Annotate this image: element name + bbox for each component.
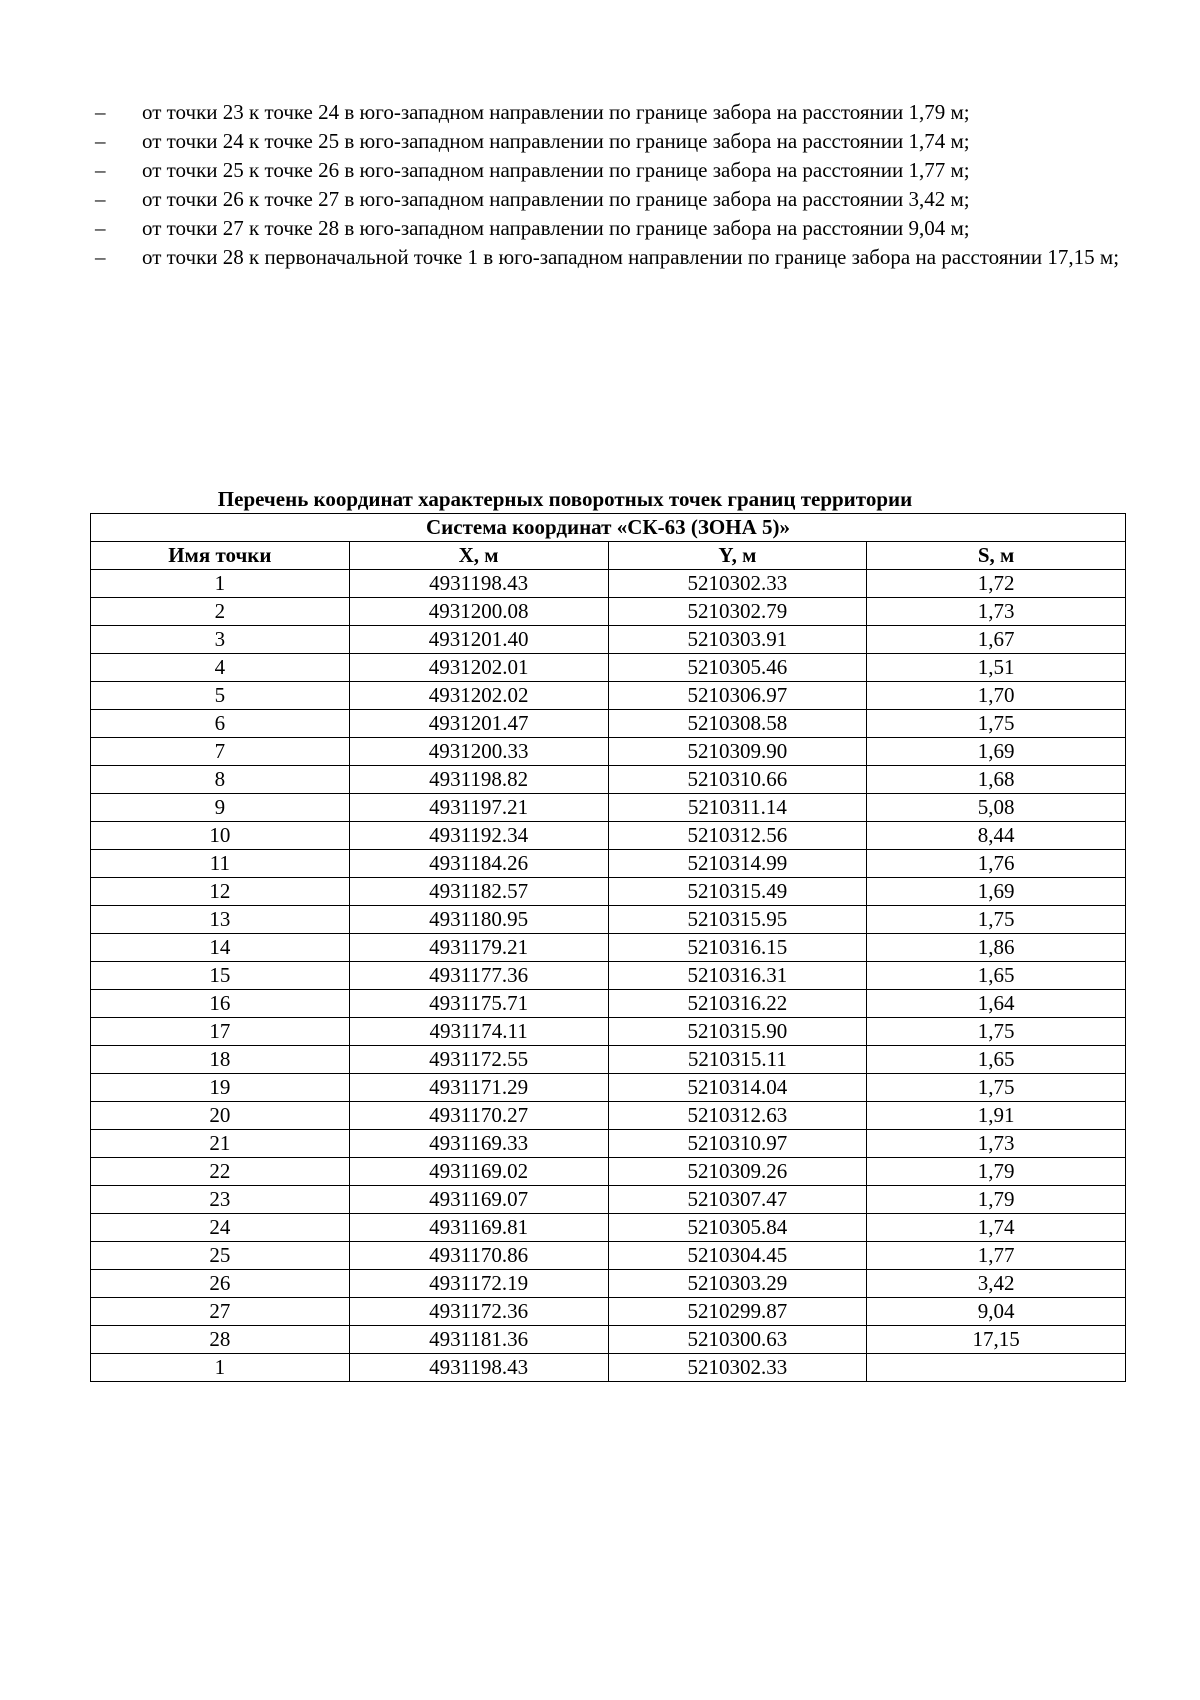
- cell-x: 4931169.33: [349, 1130, 608, 1158]
- table-row: [91, 990, 1126, 1018]
- list-bullet-dash: –: [95, 129, 106, 153]
- table-row: [91, 1018, 1126, 1046]
- cell-point-name: 1: [91, 1354, 350, 1382]
- cell-y: 5210310.66: [608, 766, 867, 794]
- cell-point-name: 21: [91, 1130, 350, 1158]
- cell-y: 5210302.33: [608, 570, 867, 598]
- list-item-text: от точки 23 к точке 24 в юго-западном направлении по границе забора на расстоянии 1,79 м;: [142, 100, 970, 124]
- cell-y: 5210316.15: [608, 934, 867, 962]
- coordinate-system-row: [91, 514, 1126, 542]
- cell-point-name: 14: [91, 934, 350, 962]
- cell-y: 5210306.97: [608, 682, 867, 710]
- cell-y: 5210309.26: [608, 1158, 867, 1186]
- cell-point-name: 10: [91, 822, 350, 850]
- cell-s: 1,70: [867, 682, 1126, 710]
- cell-point-name: 19: [91, 1074, 350, 1102]
- cell-x: 4931184.26: [349, 850, 608, 878]
- cell-s: [867, 1354, 1126, 1382]
- cell-point-name: 27: [91, 1298, 350, 1326]
- cell-point-name: 8: [91, 766, 350, 794]
- cell-x: 4931198.43: [349, 570, 608, 598]
- cell-s: 3,42: [867, 1270, 1126, 1298]
- cell-x: 4931175.71: [349, 990, 608, 1018]
- cell-y: 5210315.11: [608, 1046, 867, 1074]
- cell-s: 8,44: [867, 822, 1126, 850]
- table-row: [91, 1270, 1126, 1298]
- cell-y: 5210302.33: [608, 1354, 867, 1382]
- boundary-description-list: [95, 98, 1125, 272]
- cell-s: 1,69: [867, 738, 1126, 766]
- table-row: [91, 878, 1126, 906]
- cell-s: 1,72: [867, 570, 1126, 598]
- cell-y: 5210304.45: [608, 1242, 867, 1270]
- cell-y: 5210305.84: [608, 1214, 867, 1242]
- list-item: [95, 214, 1125, 243]
- cell-s: 1,75: [867, 1074, 1126, 1102]
- table-row: [91, 682, 1126, 710]
- cell-x: 4931202.02: [349, 682, 608, 710]
- cell-s: 1,75: [867, 1018, 1126, 1046]
- cell-point-name: 17: [91, 1018, 350, 1046]
- cell-s: 1,51: [867, 654, 1126, 682]
- cell-s: 1,75: [867, 906, 1126, 934]
- cell-y: 5210308.58: [608, 710, 867, 738]
- cell-y: 5210310.97: [608, 1130, 867, 1158]
- table-row: [91, 1186, 1126, 1214]
- cell-s: 1,79: [867, 1186, 1126, 1214]
- cell-point-name: 28: [91, 1326, 350, 1354]
- cell-x: 4931172.19: [349, 1270, 608, 1298]
- table-row: [91, 654, 1126, 682]
- cell-x: 4931192.34: [349, 822, 608, 850]
- cell-s: 1,65: [867, 1046, 1126, 1074]
- cell-s: 1,73: [867, 598, 1126, 626]
- cell-x: 4931172.55: [349, 1046, 608, 1074]
- cell-x: 4931198.43: [349, 1354, 608, 1382]
- cell-x: 4931169.02: [349, 1158, 608, 1186]
- cell-s: 1,65: [867, 962, 1126, 990]
- cell-point-name: 23: [91, 1186, 350, 1214]
- table-row: [91, 1130, 1126, 1158]
- cell-s: 1,77: [867, 1242, 1126, 1270]
- cell-point-name: 12: [91, 878, 350, 906]
- list-bullet-dash: –: [95, 187, 106, 211]
- cell-x: 4931169.07: [349, 1186, 608, 1214]
- cell-y: 5210303.29: [608, 1270, 867, 1298]
- column-header-point-name: Имя точки: [91, 542, 350, 570]
- list-item-text: от точки 25 к точке 26 в юго-западном направлении по границе забора на расстоянии 1,77 м;: [142, 158, 970, 182]
- cell-y: 5210316.31: [608, 962, 867, 990]
- list-item: [95, 98, 1125, 127]
- cell-point-name: 20: [91, 1102, 350, 1130]
- cell-x: 4931200.08: [349, 598, 608, 626]
- cell-point-name: 22: [91, 1158, 350, 1186]
- cell-s: 1,86: [867, 934, 1126, 962]
- cell-x: 4931171.29: [349, 1074, 608, 1102]
- cell-s: 9,04: [867, 1298, 1126, 1326]
- cell-x: 4931181.36: [349, 1326, 608, 1354]
- cell-y: 5210312.56: [608, 822, 867, 850]
- cell-y: 5210311.14: [608, 794, 867, 822]
- cell-y: 5210300.63: [608, 1326, 867, 1354]
- cell-x: 4931174.11: [349, 1018, 608, 1046]
- cell-point-name: 7: [91, 738, 350, 766]
- column-header-x: X, м: [349, 542, 608, 570]
- cell-s: 17,15: [867, 1326, 1126, 1354]
- cell-y: 5210315.95: [608, 906, 867, 934]
- table-row: [91, 710, 1126, 738]
- cell-point-name: 4: [91, 654, 350, 682]
- table-row: [91, 1242, 1126, 1270]
- cell-x: 4931170.86: [349, 1242, 608, 1270]
- cell-y: 5210309.90: [608, 738, 867, 766]
- cell-point-name: 1: [91, 570, 350, 598]
- cell-y: 5210315.90: [608, 1018, 867, 1046]
- cell-point-name: 3: [91, 626, 350, 654]
- cell-y: 5210307.47: [608, 1186, 867, 1214]
- table-row: [91, 1102, 1126, 1130]
- cell-y: 5210312.63: [608, 1102, 867, 1130]
- cell-point-name: 11: [91, 850, 350, 878]
- table-row: [91, 1326, 1126, 1354]
- cell-x: 4931201.47: [349, 710, 608, 738]
- list-bullet-dash: –: [95, 216, 106, 240]
- cell-point-name: 15: [91, 962, 350, 990]
- cell-x: 4931202.01: [349, 654, 608, 682]
- cell-s: 1,75: [867, 710, 1126, 738]
- cell-s: 1,67: [867, 626, 1126, 654]
- cell-point-name: 9: [91, 794, 350, 822]
- table-row: [91, 1046, 1126, 1074]
- cell-y: 5210316.22: [608, 990, 867, 1018]
- table-row: [91, 1298, 1126, 1326]
- cell-s: 1,74: [867, 1214, 1126, 1242]
- cell-s: 1,91: [867, 1102, 1126, 1130]
- cell-x: 4931170.27: [349, 1102, 608, 1130]
- cell-y: 5210303.91: [608, 626, 867, 654]
- cell-y: 5210315.49: [608, 878, 867, 906]
- list-item-text: от точки 27 к точке 28 в юго-западном направлении по границе забора на расстоянии 9,04 м;: [142, 216, 970, 240]
- list-bullet-dash: –: [95, 100, 106, 124]
- cell-point-name: 6: [91, 710, 350, 738]
- cell-x: 4931200.33: [349, 738, 608, 766]
- cell-point-name: 25: [91, 1242, 350, 1270]
- list-item: [95, 243, 1125, 272]
- table-row: [91, 1214, 1126, 1242]
- cell-point-name: 18: [91, 1046, 350, 1074]
- cell-x: 4931177.36: [349, 962, 608, 990]
- table-row: [91, 822, 1126, 850]
- cell-point-name: 24: [91, 1214, 350, 1242]
- cell-point-name: 13: [91, 906, 350, 934]
- column-header-s: S, м: [867, 542, 1126, 570]
- cell-s: 5,08: [867, 794, 1126, 822]
- cell-s: 1,69: [867, 878, 1126, 906]
- cell-y: 5210302.79: [608, 598, 867, 626]
- cell-x: 4931197.21: [349, 794, 608, 822]
- table-body: [91, 570, 1126, 1382]
- cell-s: 1,73: [867, 1130, 1126, 1158]
- cell-x: 4931179.21: [349, 934, 608, 962]
- list-item-text: от точки 26 к точке 27 в юго-западном направлении по границе забора на расстоянии 3,42 м;: [142, 187, 970, 211]
- cell-s: 1,64: [867, 990, 1126, 1018]
- cell-s: 1,76: [867, 850, 1126, 878]
- table-row: [91, 766, 1126, 794]
- table-row: [91, 1074, 1126, 1102]
- cell-point-name: 2: [91, 598, 350, 626]
- table-row: [91, 626, 1126, 654]
- cell-x: 4931172.36: [349, 1298, 608, 1326]
- table-row: [91, 850, 1126, 878]
- cell-y: 5210305.46: [608, 654, 867, 682]
- cell-x: 4931180.95: [349, 906, 608, 934]
- table-header-row: [91, 542, 1126, 570]
- table-row: [91, 934, 1126, 962]
- list-bullet-dash: –: [95, 158, 106, 182]
- column-header-y: Y, м: [608, 542, 867, 570]
- table-row: [91, 1354, 1126, 1382]
- list-item: [95, 185, 1125, 214]
- cell-point-name: 5: [91, 682, 350, 710]
- cell-x: 4931182.57: [349, 878, 608, 906]
- table-row: [91, 962, 1126, 990]
- table-row: [91, 598, 1126, 626]
- coordinate-system-header: Система координат «СК-63 (ЗОНА 5)»: [91, 514, 1126, 542]
- list-item-text: от точки 24 к точке 25 в юго-западном направлении по границе забора на расстоянии 1,74 м;: [142, 129, 970, 153]
- cell-y: 5210299.87: [608, 1298, 867, 1326]
- table-row: [91, 906, 1126, 934]
- list-item-text: от точки 28 к первоначальной точке 1 в юго-западном направлении по границе забора на расстоянии 17,15 м;: [142, 245, 1120, 269]
- cell-x: 4931201.40: [349, 626, 608, 654]
- cell-point-name: 26: [91, 1270, 350, 1298]
- list-item: [95, 127, 1125, 156]
- cell-s: 1,79: [867, 1158, 1126, 1186]
- cell-x: 4931198.82: [349, 766, 608, 794]
- table-row: [91, 794, 1126, 822]
- cell-x: 4931169.81: [349, 1214, 608, 1242]
- list-item: [95, 156, 1125, 185]
- cell-y: 5210314.99: [608, 850, 867, 878]
- table-title: Перечень координат характерных поворотных точек границ территории: [217, 487, 913, 511]
- cell-point-name: 16: [91, 990, 350, 1018]
- table-row: [91, 570, 1126, 598]
- cell-s: 1,68: [867, 766, 1126, 794]
- table-row: [91, 738, 1126, 766]
- coordinates-table: [90, 513, 1126, 1382]
- table-row: [91, 1158, 1126, 1186]
- list-bullet-dash: –: [95, 245, 106, 269]
- cell-y: 5210314.04: [608, 1074, 867, 1102]
